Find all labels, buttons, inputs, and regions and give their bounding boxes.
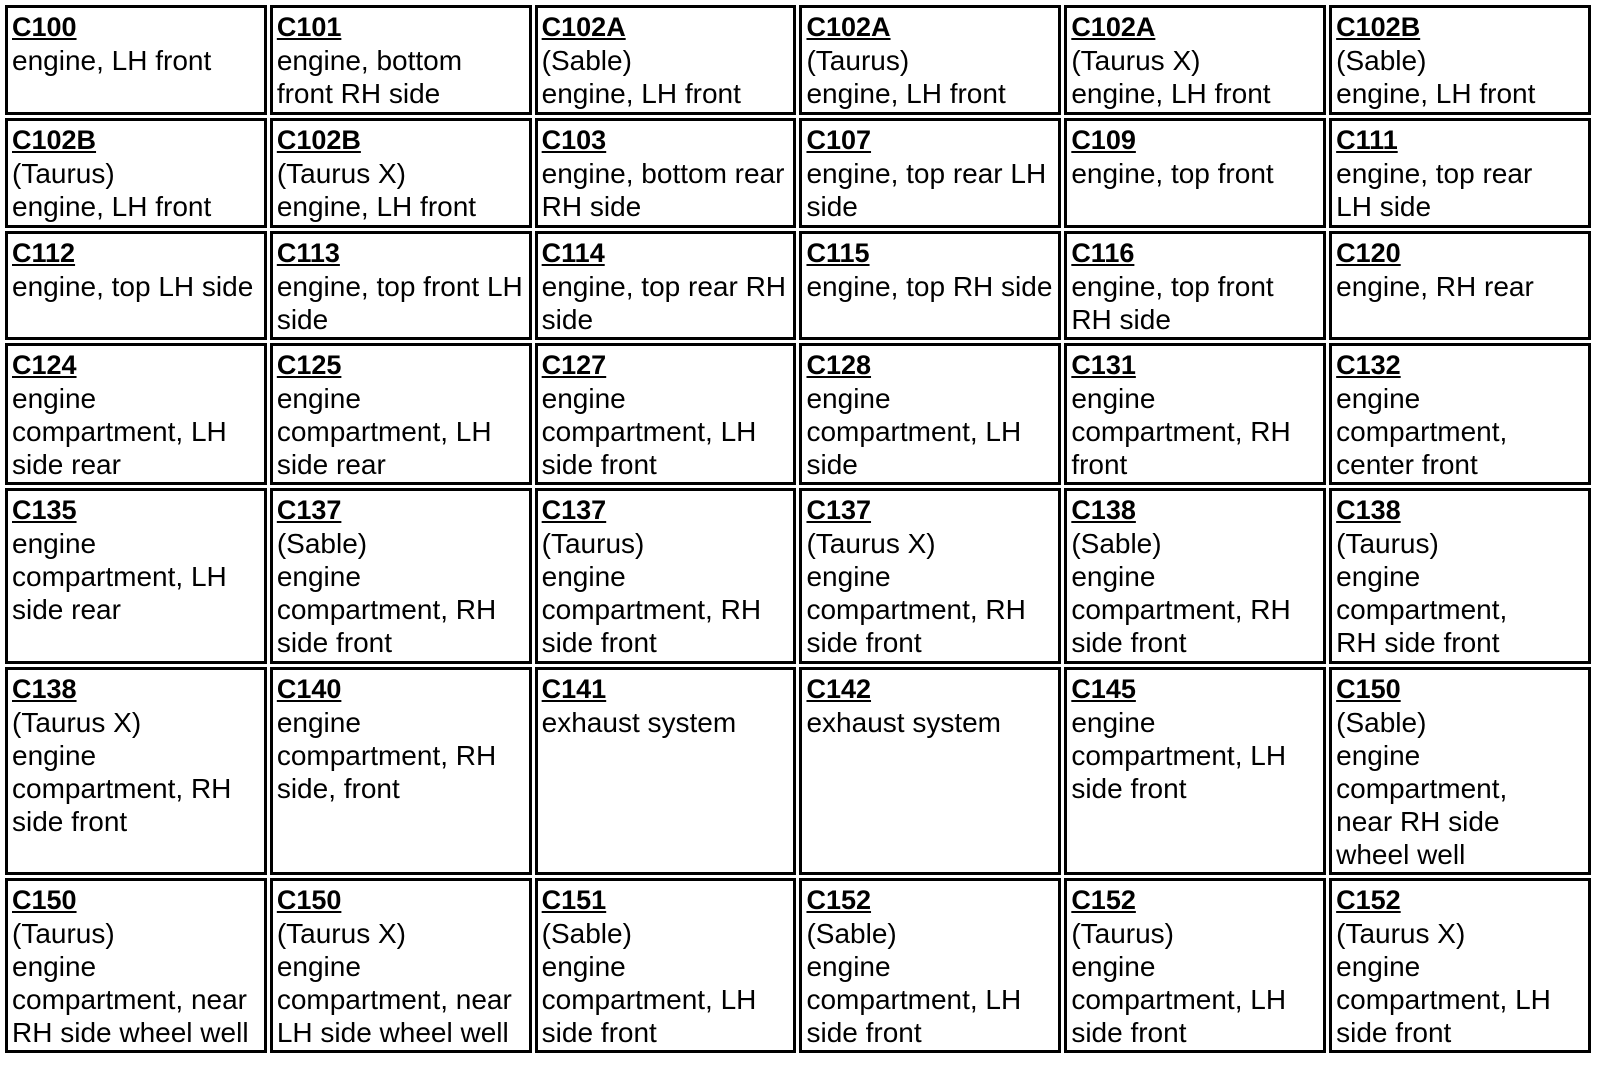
table-row bbox=[5, 488, 1591, 664]
connector-cell bbox=[799, 231, 1061, 340]
connector-code: C114 bbox=[541, 238, 605, 268]
connector-code: C152 bbox=[1071, 885, 1136, 915]
table-row bbox=[5, 878, 1591, 1053]
connector-location: (Taurus) engine compartment, near RH side wheel well bbox=[12, 918, 249, 1048]
connector-cell bbox=[799, 343, 1061, 485]
connector-cell bbox=[1329, 488, 1591, 664]
connector-code: C116 bbox=[1071, 238, 1135, 268]
connector-cell bbox=[5, 878, 267, 1053]
connector-code: C107 bbox=[806, 125, 872, 155]
connector-location: engine, top front bbox=[1071, 158, 1274, 189]
connector-location: engine compartment, LH side front bbox=[1071, 707, 1287, 804]
connector-code: C140 bbox=[276, 674, 342, 704]
connector-location: (Taurus X) engine, LH front bbox=[276, 158, 477, 222]
table-row bbox=[5, 118, 1591, 228]
connector-cell bbox=[1064, 667, 1326, 875]
connector-cell bbox=[5, 231, 267, 340]
connector-location: (Taurus X) engine compartment, near LH side wheel well bbox=[276, 918, 512, 1048]
connector-table-body bbox=[5, 5, 1591, 1053]
connector-cell bbox=[1329, 667, 1591, 875]
connector-location: engine, top front RH side bbox=[1071, 271, 1274, 335]
connector-code: C112 bbox=[12, 238, 76, 268]
connector-location: (Taurus) engine compartment, LH side front bbox=[1071, 918, 1287, 1048]
connector-location: engine compartment, LH side rear bbox=[276, 383, 492, 480]
connector-location: (Taurus) engine, LH front bbox=[12, 158, 212, 222]
connector-location: (Sable) engine, LH front bbox=[541, 45, 741, 109]
connector-location: (Taurus X) engine compartment, LH side front bbox=[1336, 918, 1551, 1048]
connector-code: C150 bbox=[1336, 674, 1401, 704]
connector-code: C102B bbox=[276, 125, 361, 155]
connector-cell bbox=[1064, 118, 1326, 228]
connector-location: (Sable) engine compartment, LH side front bbox=[806, 918, 1022, 1048]
connector-location-table bbox=[2, 2, 1594, 1056]
connector-location: exhaust system bbox=[541, 707, 737, 738]
connector-cell bbox=[5, 667, 267, 875]
connector-cell bbox=[5, 488, 267, 664]
connector-location: engine compartment, center front bbox=[1336, 383, 1508, 480]
connector-location: engine, bottom front RH side bbox=[276, 45, 463, 109]
connector-location: (Sable) engine compartment, RH side front bbox=[1071, 528, 1291, 658]
connector-code: C127 bbox=[541, 350, 607, 380]
connector-code: C137 bbox=[276, 495, 342, 525]
connector-location: exhaust system bbox=[806, 707, 1002, 738]
connector-location: (Sable) engine compartment, near RH side wheel well bbox=[1336, 707, 1508, 870]
connector-code: C141 bbox=[541, 674, 607, 704]
connector-cell bbox=[5, 118, 267, 228]
connector-cell bbox=[1329, 231, 1591, 340]
connector-cell bbox=[1329, 5, 1591, 115]
connector-code: C150 bbox=[12, 885, 77, 915]
connector-cell bbox=[1064, 5, 1326, 115]
connector-location: engine compartment, LH side rear bbox=[12, 383, 227, 480]
connector-code: C137 bbox=[541, 495, 607, 525]
connector-cell bbox=[535, 343, 797, 485]
connector-code: C102A bbox=[806, 12, 891, 42]
connector-cell bbox=[1064, 343, 1326, 485]
connector-cell bbox=[270, 878, 532, 1053]
connector-code: C138 bbox=[1071, 495, 1136, 525]
connector-location: engine, bottom rear RH side bbox=[541, 158, 785, 222]
connector-code: C125 bbox=[276, 350, 342, 380]
connector-code: C111 bbox=[1336, 125, 1398, 155]
table-row bbox=[5, 231, 1591, 340]
connector-cell bbox=[270, 5, 532, 115]
connector-cell bbox=[535, 878, 797, 1053]
connector-location: engine compartment, LH side rear bbox=[12, 528, 227, 625]
connector-code: C100 bbox=[12, 12, 77, 42]
connector-code: C102A bbox=[541, 12, 626, 42]
connector-cell bbox=[270, 488, 532, 664]
connector-code: C102B bbox=[1336, 12, 1421, 42]
connector-location: engine, RH rear bbox=[1336, 271, 1534, 302]
connector-code: C113 bbox=[276, 238, 340, 268]
connector-cell bbox=[270, 343, 532, 485]
connector-code: C101 bbox=[276, 12, 342, 42]
connector-code: C124 bbox=[12, 350, 77, 380]
connector-cell bbox=[535, 118, 797, 228]
connector-cell bbox=[1329, 118, 1591, 228]
connector-location: engine, top rear RH side bbox=[541, 271, 787, 335]
connector-location: engine, LH front bbox=[12, 45, 212, 76]
connector-location: (Sable) engine compartment, RH side front bbox=[276, 528, 497, 658]
connector-code: C137 bbox=[806, 495, 872, 525]
connector-code: C120 bbox=[1336, 238, 1401, 268]
connector-cell bbox=[1329, 343, 1591, 485]
connector-cell bbox=[799, 488, 1061, 664]
connector-cell bbox=[5, 343, 267, 485]
connector-location: engine compartment, RH front bbox=[1071, 383, 1291, 480]
connector-cell bbox=[535, 5, 797, 115]
connector-code: C152 bbox=[806, 885, 872, 915]
connector-cell bbox=[799, 5, 1061, 115]
connector-code: C132 bbox=[1336, 350, 1401, 380]
connector-location: (Taurus X) engine compartment, RH side front bbox=[806, 528, 1026, 658]
connector-location: (Sable) engine, LH front bbox=[1336, 45, 1536, 109]
connector-location: (Taurus) engine compartment, RH side front bbox=[1336, 528, 1508, 658]
table-row bbox=[5, 5, 1591, 115]
connector-code: C115 bbox=[806, 238, 870, 268]
connector-code: C142 bbox=[806, 674, 872, 704]
connector-location: engine, top LH side bbox=[12, 271, 254, 302]
connector-code: C135 bbox=[12, 495, 77, 525]
connector-cell bbox=[1064, 488, 1326, 664]
connector-code: C102A bbox=[1071, 12, 1156, 42]
connector-code: C103 bbox=[541, 125, 607, 155]
connector-location: (Taurus) engine, LH front bbox=[806, 45, 1006, 109]
connector-code: C138 bbox=[1336, 495, 1401, 525]
connector-cell bbox=[535, 667, 797, 875]
table-row bbox=[5, 667, 1591, 875]
connector-location: (Taurus X) engine, LH front bbox=[1071, 45, 1271, 109]
connector-location: engine compartment, LH side bbox=[806, 383, 1022, 480]
connector-cell bbox=[535, 488, 797, 664]
connector-code: C150 bbox=[276, 885, 342, 915]
connector-cell bbox=[270, 118, 532, 228]
connector-cell bbox=[535, 231, 797, 340]
connector-cell bbox=[799, 667, 1061, 875]
connector-location: engine, top front LH side bbox=[276, 271, 523, 335]
connector-code: C152 bbox=[1336, 885, 1401, 915]
connector-cell bbox=[270, 667, 532, 875]
connector-cell bbox=[799, 118, 1061, 228]
connector-location: engine compartment, LH side front bbox=[541, 383, 757, 480]
connector-location: (Taurus) engine compartment, RH side front bbox=[541, 528, 762, 658]
connector-location: engine, top rear LH side bbox=[806, 158, 1047, 222]
table-row bbox=[5, 343, 1591, 485]
connector-location: (Taurus X) engine compartment, RH side front bbox=[12, 707, 232, 837]
connector-cell bbox=[1064, 878, 1326, 1053]
connector-location: engine, top rear LH side bbox=[1336, 158, 1533, 222]
connector-location: engine, top RH side bbox=[806, 271, 1053, 302]
connector-cell bbox=[799, 878, 1061, 1053]
connector-code: C128 bbox=[806, 350, 872, 380]
connector-code: C131 bbox=[1071, 350, 1136, 380]
connector-cell bbox=[5, 5, 267, 115]
connector-code: C109 bbox=[1071, 125, 1136, 155]
connector-cell bbox=[1064, 231, 1326, 340]
connector-code: C102B bbox=[12, 125, 97, 155]
connector-cell bbox=[1329, 878, 1591, 1053]
connector-code: C151 bbox=[541, 885, 607, 915]
connector-location: engine compartment, RH side, front bbox=[276, 707, 497, 804]
connector-code: C145 bbox=[1071, 674, 1136, 704]
connector-location: (Sable) engine compartment, LH side front bbox=[541, 918, 757, 1048]
connector-cell bbox=[270, 231, 532, 340]
connector-code: C138 bbox=[12, 674, 77, 704]
